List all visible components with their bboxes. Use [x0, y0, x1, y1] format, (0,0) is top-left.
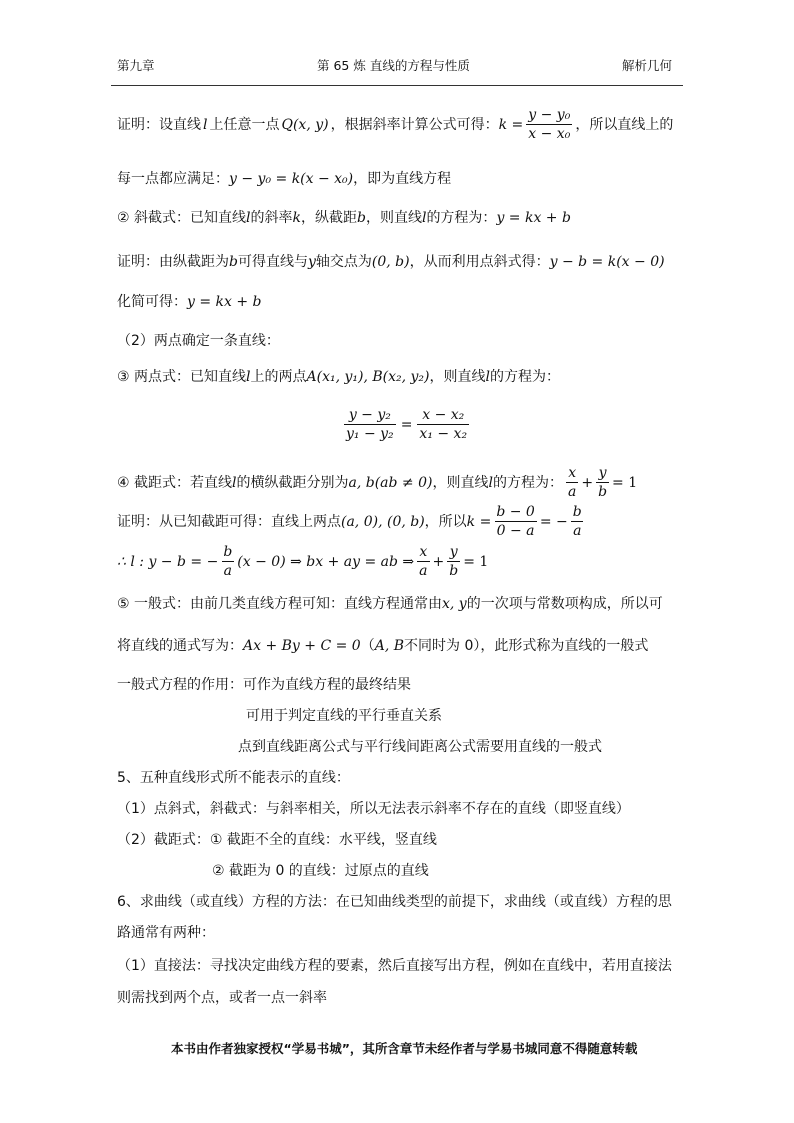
fraction-denominator: x − x₀ [528, 126, 571, 142]
section-5-title: 5、五种直线形式所不能表示的直线： [117, 770, 350, 786]
equals-one: = 1 [612, 474, 638, 491]
left-fraction [344, 408, 396, 441]
section-5-item-2: （2）截距式：① 截距不全的直线：水平线，竖直线 [117, 832, 437, 848]
var-l: l [246, 210, 251, 226]
text: ，则直线 [429, 369, 486, 385]
text: ，则直线 [432, 474, 489, 491]
text: 的一次项与常数项构成，所以可 [466, 596, 663, 612]
fraction-numerator: y [598, 465, 607, 481]
text: 将直线的通式写为： [117, 638, 243, 654]
fraction-denominator: b [449, 563, 459, 579]
plus-sign: + [581, 474, 594, 491]
fraction-denominator: x₁ − x₂ [419, 426, 468, 442]
fraction-denominator: 0 − a [496, 523, 535, 539]
fraction-numerator: y − y₂ [348, 407, 391, 423]
var-b: b [229, 254, 238, 270]
text: ，纵截距 [300, 210, 357, 226]
two-point-equation [341, 408, 472, 441]
header-lesson-title: 第 65 炼 直线的方程与性质 [317, 58, 470, 73]
var-l: l [232, 474, 237, 491]
general-form-line1 [117, 597, 663, 611]
text: ，则直线 [365, 210, 422, 226]
text: ，所以 [424, 513, 467, 530]
general-use-1: 一般式方程的作用：可作为直线方程的最终结果 [117, 677, 411, 693]
two-points-heading: （2）两点确定一条直线： [117, 333, 280, 349]
point-q: Q(x, y) [281, 116, 329, 133]
text: 化简可得： [117, 294, 187, 310]
intercept-points: (a, 0), (0, b) [341, 513, 425, 530]
two-point-form [117, 370, 560, 384]
fraction-denominator: b [598, 484, 608, 500]
general-equation: Ax + By + C = 0 [243, 638, 361, 654]
text: 可得直线与 [237, 254, 308, 270]
text: 证明：设直线 [117, 116, 201, 133]
slope-intercept-equation: y = kx + b [496, 210, 571, 226]
text: 的方程为： [426, 210, 497, 226]
header-subject: 解析几何 [622, 58, 673, 73]
text: ⑤ 一般式：由前几类直线方程可知：直线方程通常由 [117, 596, 442, 612]
fraction-denominator: a [223, 563, 232, 579]
text: 的斜率 [250, 210, 293, 226]
var-b: b [356, 210, 366, 226]
derivation-start: ∴ l : y − b = − [117, 553, 219, 570]
equals-one: = 1 [463, 553, 489, 570]
plus-sign: + [432, 553, 445, 570]
fraction-numerator: x − x₂ [422, 407, 465, 423]
header-chapter: 第九章 [117, 58, 155, 73]
fraction-numerator: y [449, 544, 458, 560]
x-over-a [566, 466, 578, 499]
fraction-denominator: y₁ − y₂ [346, 426, 394, 442]
copyright-footer: 本书由作者独家授权“学易书城”，其所含章节未经作者与学易书城同意不得随意转载 [171, 1041, 638, 1056]
intercept-form [117, 466, 637, 499]
proof-point-slope-line2 [117, 172, 451, 186]
text: 的方程为： [492, 474, 563, 491]
fraction-numerator: y − y₀ [528, 107, 571, 123]
fraction-denominator: a [419, 563, 428, 579]
text: （ [360, 638, 375, 654]
k-equals: k = [498, 116, 524, 133]
equals-sign: = [400, 416, 413, 433]
var-k: k [292, 210, 301, 226]
b-over-a [221, 545, 234, 578]
intercepts: a, b(ab ≠ 0) [348, 474, 433, 491]
text: 上任意一点 [209, 116, 280, 133]
fraction-denominator: a [567, 484, 577, 500]
text: ② 斜截式：已知直线 [117, 210, 247, 226]
right-fraction [417, 408, 469, 441]
section-5-item-1: （1）点斜式，斜截式：与斜率相关，所以无法表示斜率不存在的直线（即竖直线） [117, 801, 630, 817]
text: ，从而利用点斜式得： [409, 254, 550, 270]
section-6-title-a: 6、求曲线（或直线）方程的方法：在已知曲线类型的前提下，求曲线（或直线）方程的思 [117, 894, 672, 910]
text: 证明：由纵截距为 [117, 254, 229, 270]
section-5-item-2b: ② 截距为 0 的直线：过原点的直线 [212, 863, 429, 879]
general-use-3: 点到直线距离公式与平行线间距离公式需要用直线的一般式 [238, 739, 602, 755]
equals-minus: = − [539, 513, 568, 530]
intersection-point: (0, b) [371, 254, 410, 270]
general-form-line2 [117, 639, 648, 653]
fraction-denominator: a [573, 523, 582, 539]
text: ，根据斜率计算公式可得： [330, 116, 499, 133]
general-use-2: 可用于判定直线的平行垂直关系 [246, 708, 442, 724]
section-6-title-b: 路通常有两种： [117, 925, 215, 941]
vars-ab: A, B [374, 638, 405, 654]
text: 证明：从已知截距可得：直线上两点 [117, 513, 341, 530]
proof-slope-intercept-line2 [117, 295, 262, 309]
fraction-numerator: x [419, 544, 428, 560]
var-l: l [246, 369, 251, 385]
text: ③ 两点式：已知直线 [117, 369, 247, 385]
text: 每一点都应满足： [117, 171, 229, 187]
text: 的方程为： [490, 369, 560, 385]
fraction-numerator: b [572, 504, 582, 520]
fraction-numerator: b [223, 544, 233, 560]
text: ，所以直线上的 [575, 116, 674, 133]
derivation-middle: (x − 0) ⇒ bx + ay = ab ⇒ [237, 553, 415, 570]
fraction-numerator: b − 0 [496, 504, 535, 520]
proof-point-slope-line1 [117, 108, 673, 141]
vars-xy: x, y [442, 596, 467, 612]
slope-fraction [494, 505, 537, 538]
text: 上的两点 [250, 369, 307, 385]
x-over-a [417, 545, 429, 578]
slope-fraction [526, 108, 572, 141]
text: ④ 截距式：若直线 [117, 474, 233, 491]
point-slope-equation: y − y₀ = k(x − x₀) [229, 171, 354, 187]
var-l: l [203, 116, 208, 133]
simplified-equation: y = kx + b [187, 294, 262, 310]
slope-intercept-form [117, 211, 571, 225]
proof-slope-intercept-line1 [117, 255, 665, 269]
proof-intercept-line2 [117, 545, 488, 578]
y-over-b [596, 466, 609, 499]
point-slope-substitution: y − b = k(x − 0) [549, 254, 665, 270]
y-over-b [447, 545, 460, 578]
text: ，即为直线方程 [353, 171, 452, 187]
var-y: y [307, 254, 316, 270]
var-l: l [421, 210, 427, 226]
section-6-item-1b: 则需找到两个点，或者一点一斜率 [117, 990, 327, 1006]
text: 轴交点为 [315, 254, 372, 270]
var-l: l [488, 474, 493, 491]
k-equals: k = [466, 513, 492, 530]
var-l: l [485, 369, 490, 385]
text: 不同时为 0），此形式称为直线的一般式 [404, 638, 649, 654]
b-over-a [571, 505, 584, 538]
section-6-item-1a: （1）直接法：寻找决定曲线方程的要素，然后直接写出方程，例如在直线中，若用直接法 [117, 958, 672, 974]
fraction-numerator: x [568, 465, 577, 481]
proof-intercept-line1 [117, 505, 587, 538]
header-rule [111, 85, 683, 86]
text: 的横纵截距分别为 [236, 474, 349, 491]
two-points: A(x₁, y₁), B(x₂, y₂) [306, 369, 430, 385]
